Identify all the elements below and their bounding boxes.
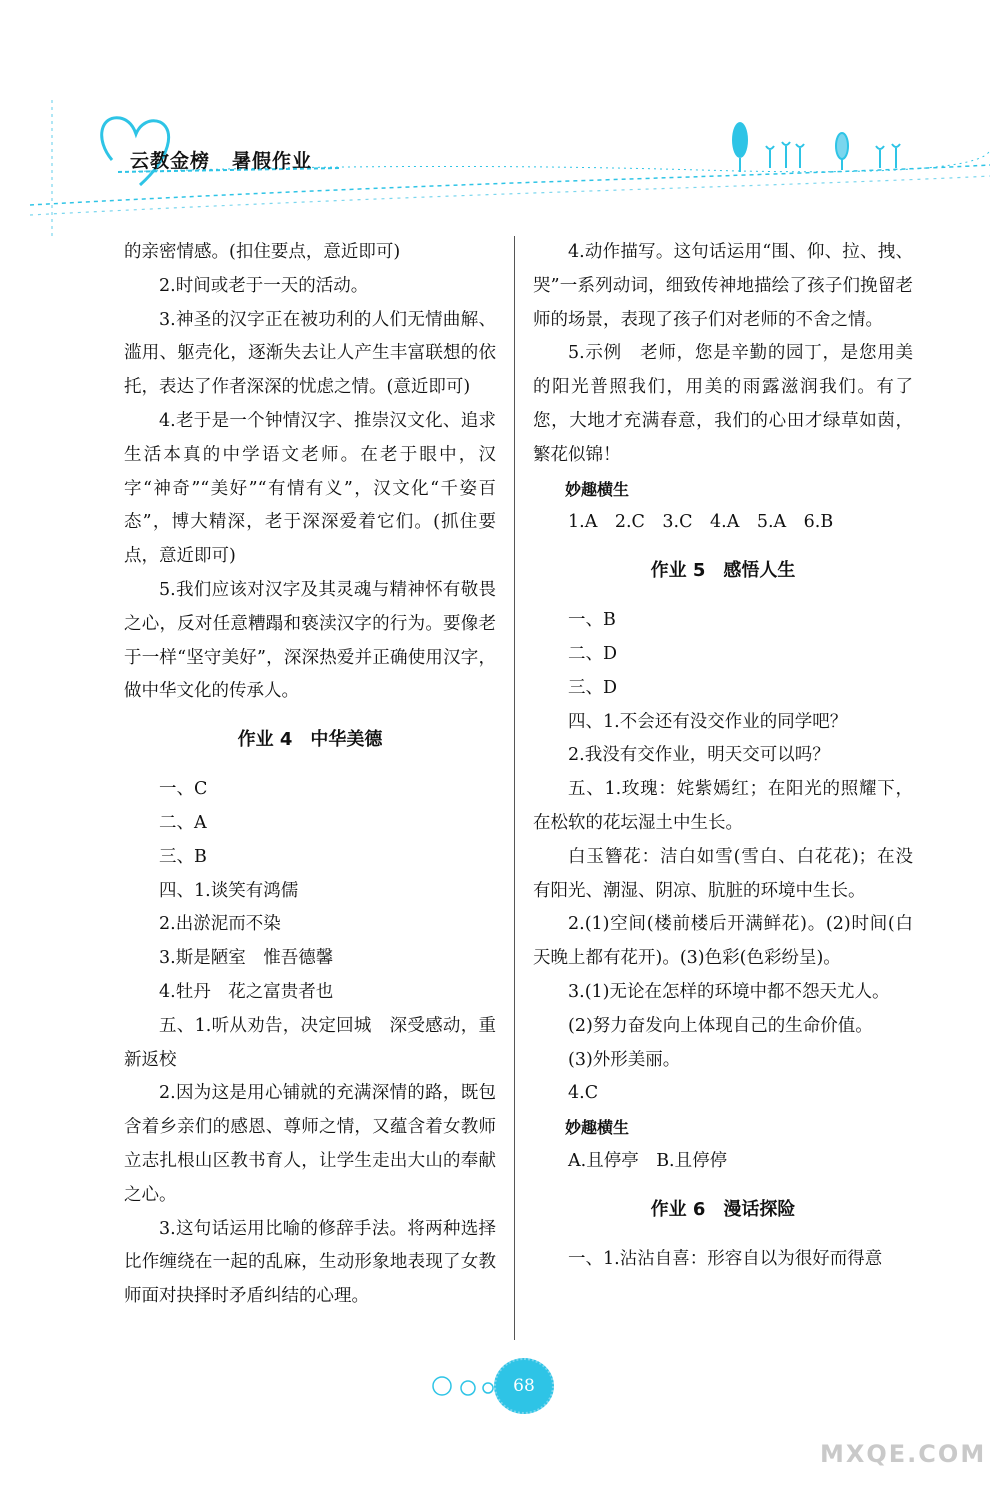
section-heading-5 [533,554,913,588]
column-divider [514,236,515,1340]
answer-line: 四、1.谈笑有鸿儒 [159,880,299,901]
section-heading-4 [124,723,496,757]
section-number: 作业 4 [237,729,293,751]
left-column [124,236,496,1314]
brand-name: 云教金榜 [130,150,211,172]
brand-title [130,146,312,173]
answer-line: 2.出淤泥而不染 [159,914,281,935]
answer-line: 3.(1)无论在怎样的环境中都不怨天尤人。 [568,981,890,1002]
watermark: MXQE.COM [820,1440,987,1468]
page-number: 68 [494,1358,554,1414]
answer-line: 2.因为这是用心铺就的充满深情的路，既包含着乡亲们的感恩、尊师之情，又蕴含着女教师立志扎根山区教书育人，让学生走出大山的奉献之心。 [124,1083,496,1205]
answer-line: (3)外形美丽。 [568,1049,681,1070]
paragraph: 4.老于是一个钟情汉字、推崇汉文化、追求生活本真的中学语文老师。在老于眼中，汉字“神奇”“美好”“有情有义”，汉文化“千姿百态”，博大精深，老于深深爱着它们。(抓住要点，意近即可) [124,410,496,567]
answer-line: 3.斯是陋室 惟吾德馨 [159,948,334,969]
paragraph: 5.示例 老师，您是辛勤的园丁，是您用美的阳光普照我们，用美的雨露滋润我们。有了您，大地才充满春意，我们的心田才绿草如茵，繁花似锦！ [533,343,913,465]
answer-line: 2.我没有交作业，明天交可以吗？ [568,745,830,766]
answer-line: A.且停亭 B.且停停 [568,1150,728,1171]
page-header [0,0,1000,240]
header-decoration [0,0,1000,240]
section-heading-6 [533,1193,913,1227]
answer-line: 4.牡丹 花之富贵者也 [159,981,334,1002]
answer-line: 1.A 2.C 3.C 4.A 5.A 6.B [568,512,834,533]
answer-line: (2)努力奋发向上体现自己的生命价值。 [568,1015,873,1036]
paragraph: 3.神圣的汉字正在被功利的人们无情曲解、滥用、躯壳化，逐渐失去让人产生丰富联想的依托，表达了作者深深的忧虑之情。(意近即可) [124,309,496,398]
answer-line: 4.C [568,1083,599,1104]
brand-subtitle: 暑假作业 [232,150,313,172]
answer-line: 一、B [568,610,616,631]
answer-line: 2.(1)空间(楼前楼后开满鲜花)。(2)时间(白天晚上都有花开)。(3)色彩(色彩纷呈)。 [533,914,913,969]
paragraph: 的亲密情感。(扣住要点，意近即可) [124,242,401,262]
subheading-miaoqu: 妙趣横生 [565,479,630,499]
answer-line: 三、D [568,677,618,698]
answer-line: 二、D [568,643,618,664]
section-number: 作业 6 [650,1198,706,1220]
answer-line: 白玉簪花：洁白如雪(雪白、白花花)；在没有阳光、潮湿、阴凉、肮脏的环境中生长。 [533,846,913,901]
section-title: 中华美德 [310,729,383,751]
answer-line: 五、1.听从劝告，决定回城 深受感动，重新返校 [124,1015,496,1070]
section-title: 漫话探险 [723,1198,796,1220]
answer-line: 一、C [159,779,208,800]
answer-line: 二、A [159,812,207,833]
answer-line: 五、1.玫瑰：姹紫嫣红；在阳光的照耀下，在松软的花坛湿土中生长。 [533,779,913,833]
subheading-miaoqu: 妙趣横生 [565,1118,630,1138]
answer-line: 三、B [159,846,207,867]
answer-line: 3.这句话运用比喻的修辞手法。将两种选择比作缠绕在一起的乱麻，生动形象地表现了女教师面对抉择时矛盾纠结的心理。 [124,1218,496,1307]
right-column [533,236,913,1277]
paragraph: 5.我们应该对汉字及其灵魂与精神怀有敬畏之心，反对任意糟蹋和亵渎汉字的行为。要像老于一样“坚守美好”，深深热爱并正确使用汉字，做中华文化的传承人。 [124,579,496,702]
section-title: 感悟人生 [723,560,796,582]
answer-line: 一、1.沾沾自喜：形容自以为很好而得意 [568,1248,883,1269]
answer-line: 四、1.不会还有没交作业的同学吧？ [568,711,848,732]
paragraph: 2.时间或老于一天的活动。 [159,275,369,296]
footer-circles-decoration [430,1366,500,1406]
paragraph: 4.动作描写。这句话运用“围、仰、拉、拽、哭”一系列动词，细致传神地描绘了孩子们挽留老师的场景，表现了孩子们对老师的不舍之情。 [533,242,913,330]
plants-decoration [732,122,900,172]
section-number: 作业 5 [650,560,706,582]
